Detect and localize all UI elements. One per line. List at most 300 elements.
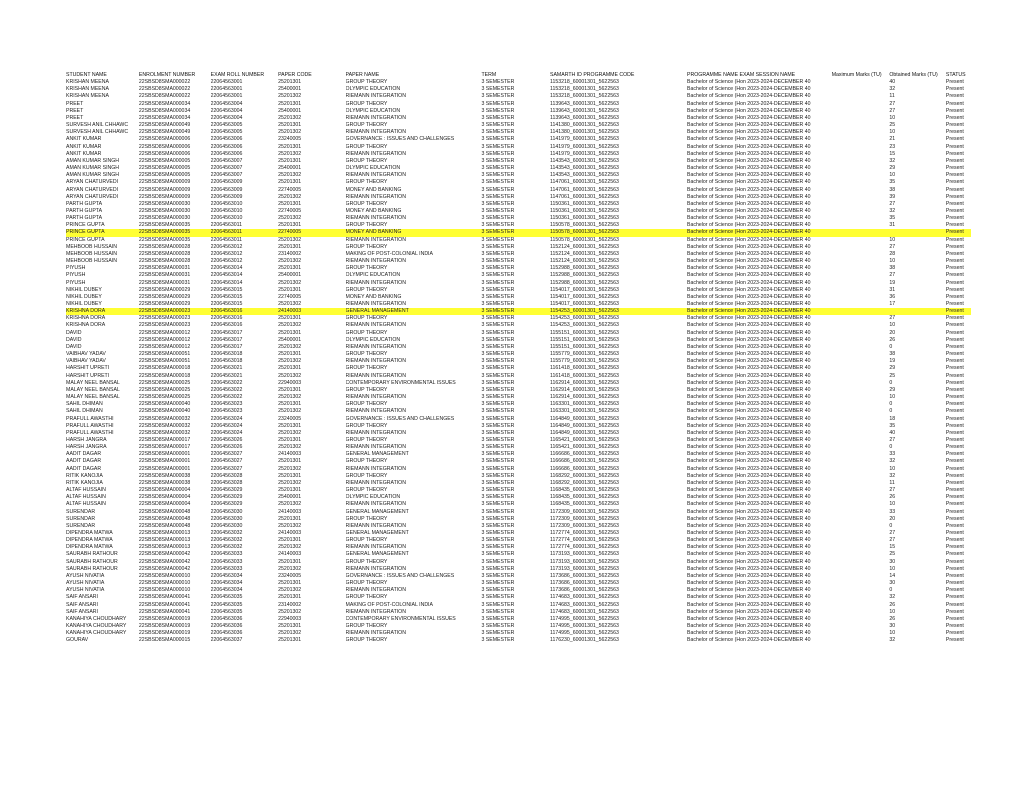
table-cell: 22064563033	[210, 551, 243, 558]
table-cell: 10	[889, 630, 896, 637]
table-cell: GROUP THEORY	[345, 79, 388, 86]
table-cell: 25201301	[278, 243, 302, 250]
table-row	[66, 229, 971, 236]
table-cell: Present	[945, 501, 964, 508]
table-cell: 3 SEMESTER	[481, 107, 515, 114]
table-cell: 1166686_60001301_5622563	[550, 451, 619, 458]
table-cell: 0	[889, 522, 893, 529]
table-cell: RIEMANN INTEGRATION	[345, 429, 406, 436]
table-cell: Bachelor of Science (Hon 2023-2024-DECEMBER 40	[687, 494, 811, 501]
table-cell: 25201301	[278, 286, 302, 293]
table-row	[66, 616, 971, 623]
table-cell: Bachelor of Science (Hon 2023-2024-DECEMBER 40	[687, 444, 811, 451]
table-cell: 3 SEMESTER	[481, 472, 515, 479]
table-cell: DIPENDRA MATWA	[66, 544, 113, 551]
table-cell: GROUP THEORY	[345, 537, 388, 544]
table-cell: 25201301	[278, 472, 302, 479]
table-row	[66, 580, 971, 587]
table-cell: 25201302	[278, 465, 302, 472]
table-cell: 1155779_60001301_5622563	[550, 358, 619, 365]
table-cell: GOVERNANCE : ISSUES AND CHALLENGES	[345, 136, 455, 143]
table-cell: 22SBSD8SMA000010	[138, 572, 191, 579]
table-cell: 3 SEMESTER	[481, 372, 515, 379]
table-cell: AADIT DAGAR	[66, 451, 102, 458]
table-cell: Bachelor of Science (Hon 2023-2024-DECEMBER 40	[687, 114, 811, 121]
table-cell: 25201301	[278, 265, 302, 272]
table-cell: 22SBSD8SMA000032	[138, 422, 191, 429]
table-cell: 22064563023	[210, 408, 243, 415]
table-cell: Bachelor of Science (Hon 2023-2024-DECEMBER 40	[687, 107, 811, 114]
table-cell: 25400001	[278, 336, 302, 343]
table-cell: 22SBSD8SMA000018	[138, 365, 191, 372]
table-row	[66, 387, 971, 394]
table-cell: 22SBSD8SMA000013	[138, 530, 191, 536]
table-cell: 25201302	[278, 630, 302, 637]
table-row	[66, 280, 971, 287]
table-cell: 24140003	[278, 308, 345, 315]
table-cell: GROUP THEORY	[345, 315, 388, 322]
table-cell: 25201302	[278, 279, 302, 286]
table-cell: Present	[945, 86, 964, 93]
table-cell: 1162914_60001301_5622563	[550, 394, 619, 401]
table-cell: 25400001	[278, 272, 302, 279]
table-cell	[832, 401, 890, 408]
table-cell: 23240005	[278, 572, 302, 579]
table-cell: Bachelor of Science (Hon 2023-2024-DECEMBER 40	[687, 172, 811, 179]
table-cell: 22064563022	[210, 379, 243, 386]
table-row	[66, 444, 971, 451]
table-cell: Present	[945, 243, 964, 250]
table-row	[66, 158, 971, 165]
table-cell: 20	[889, 329, 896, 336]
table-cell: PREET	[66, 114, 84, 121]
table-cell: 22SBSD8SMA000051	[138, 358, 191, 365]
table-cell	[832, 301, 890, 308]
table-cell: SURVESH ANIL CHHAWC	[66, 122, 129, 129]
table-cell: 23140002	[278, 601, 302, 608]
table-cell: 39	[889, 193, 896, 200]
table-cell: 38	[889, 186, 896, 193]
table-cell: MONEY AND BANKING	[345, 186, 402, 193]
table-cell	[832, 330, 890, 337]
table-cell: 32	[889, 86, 896, 93]
table-cell	[832, 473, 890, 480]
table-cell: 25201302	[278, 114, 302, 121]
table-cell: 3 SEMESTER	[481, 494, 515, 501]
table-cell: ANKIT KUMAR	[66, 136, 102, 143]
table-cell: Bachelor of Science (Hon 2023-2024-DECEMBER 40	[687, 365, 811, 372]
table-cell: SURENDAR	[66, 508, 96, 515]
table-cell: 1173193_60001301_5622563	[550, 565, 619, 572]
table-row	[66, 509, 971, 516]
table-row	[66, 401, 971, 408]
table-cell: Bachelor of Science (Hon 2023-2024-DECEMBER 40	[687, 472, 811, 479]
table-cell: 1173193_60001301_5622563	[550, 558, 619, 565]
table-cell: 22SBSD8SMA000029	[138, 301, 191, 307]
table-cell: Bachelor of Science (Hon 2023-2024-DECEMBER 40	[687, 165, 811, 172]
table-cell	[832, 322, 890, 329]
table-cell: 1152124_60001301_5622563	[550, 258, 619, 265]
table-cell: GENERAL MANAGEMENT	[345, 508, 409, 515]
table-cell: 25201301	[278, 515, 302, 522]
table-cell: 10	[889, 129, 896, 136]
table-row	[66, 451, 971, 458]
table-row	[66, 566, 971, 573]
table-cell: 3 SEMESTER	[481, 329, 515, 336]
table-cell: MEHBOOB HUSSAIN	[66, 250, 118, 257]
table-cell: 22064563036	[210, 623, 243, 630]
table-cell: 25201301	[278, 386, 302, 393]
results-table	[66, 72, 971, 645]
table-cell: Present	[945, 157, 964, 164]
table-cell	[832, 580, 890, 587]
table-cell: 25201302	[278, 150, 302, 157]
table-row	[66, 487, 971, 494]
table-cell: 22064563014	[210, 265, 243, 272]
table-cell: 3 SEMESTER	[481, 129, 515, 136]
table-cell: Present	[945, 179, 964, 186]
table-cell	[832, 122, 890, 129]
table-cell: DAVID	[66, 336, 82, 343]
table-cell: 24140003	[278, 551, 302, 558]
table-cell: Present	[945, 565, 964, 572]
table-cell: Bachelor of Science (Hon 2023-2024-DECEMBER 40	[687, 343, 811, 350]
table-cell: RITIK KANOJIA	[66, 479, 103, 486]
table-cell: 3 SEMESTER	[481, 100, 515, 107]
table-cell: SAURABH RATHOUR	[66, 558, 118, 565]
table-cell	[832, 344, 890, 351]
table-cell: RIEMANN INTEGRATION	[345, 501, 406, 508]
table-cell: KRISHNA DORA	[66, 308, 139, 315]
table-cell: 22SBSD8SMA000022	[138, 86, 191, 93]
table-cell: Bachelor of Science (Hon 2023-2024-DECEMBER 40	[687, 200, 811, 207]
table-cell: 1154017_60001301_5622563	[550, 293, 619, 300]
table-cell: SAURABH RATHOUR	[66, 565, 118, 572]
table-cell: PRAFULL AWASTHI	[66, 415, 114, 422]
header-row	[66, 72, 971, 79]
col-term: TERM	[481, 72, 497, 78]
table-cell: ALTAF HUSSAIN	[66, 494, 106, 501]
table-cell: 22SBSD8SMA000023	[139, 308, 211, 315]
table-cell: 3 SEMESTER	[481, 608, 515, 615]
table-cell: SURENDAR	[66, 522, 96, 529]
table-cell: 25201302	[278, 565, 302, 572]
table-cell: 25201301	[278, 179, 302, 186]
table-cell: 22064563027	[210, 465, 243, 472]
table-cell: 3 SEMESTER	[481, 250, 515, 257]
table-cell: Bachelor of Science (Hon 2023-2024-DECEMBER 40	[687, 193, 811, 200]
table-cell: 1152988_60001301_5622563	[550, 265, 619, 272]
table-row	[66, 494, 971, 501]
table-cell	[832, 451, 890, 458]
table-cell: 10	[889, 258, 896, 265]
table-cell: 25201301	[278, 436, 302, 443]
table-cell: 3 SEMESTER	[481, 379, 515, 386]
table-cell: NIKHIL DUBEY	[66, 286, 102, 293]
table-row	[66, 559, 971, 566]
table-cell: 3 SEMESTER	[481, 436, 515, 443]
table-cell: Bachelor of Science (Hon 2023-2024-DECEMBER 40	[687, 544, 811, 551]
table-cell: 1172309_60001301_5622563	[550, 522, 619, 529]
table-cell: 22064563028	[210, 472, 243, 479]
table-cell: 29	[889, 365, 896, 372]
table-cell: 22SBSD8SMA000028	[138, 243, 191, 250]
table-cell: KANAHIYA CHOUDHARY	[66, 623, 127, 630]
table-cell: 0	[889, 379, 893, 386]
table-cell: GROUP THEORY	[345, 487, 388, 494]
col-maximum-marks: Maximum Marks (TU)	[831, 72, 882, 78]
table-cell: OLYMPIC EDUCATION	[345, 272, 401, 279]
table-cell	[832, 566, 890, 573]
table-cell: Present	[945, 623, 964, 630]
table-cell: Bachelor of Science (Hon 2023-2024-DECEMBER 40	[687, 537, 811, 544]
table-cell: Present	[945, 522, 964, 529]
table-cell: Present	[945, 122, 964, 129]
table-cell: 22064563033	[210, 558, 243, 565]
table-cell	[832, 365, 890, 372]
table-cell: HARSH JANGRA	[66, 444, 107, 451]
table-cell	[832, 602, 890, 609]
table-cell: Present	[945, 386, 964, 393]
table-cell: 1154017_60001301_5622563	[550, 301, 619, 307]
table-cell: 1173686_60001301_5622563	[550, 572, 619, 579]
table-cell: 22064563015	[210, 301, 243, 307]
table-cell: Present	[945, 79, 964, 86]
table-cell: 22SBSD8SMA000013	[138, 544, 191, 551]
table-cell: 27	[889, 200, 896, 207]
table-cell: 25201302	[278, 172, 302, 179]
table-cell: GROUP THEORY	[345, 558, 388, 565]
table-cell: 3 SEMESTER	[481, 308, 550, 315]
table-cell: 3 SEMESTER	[481, 301, 515, 307]
table-cell	[832, 444, 890, 451]
table-cell	[832, 215, 890, 222]
table-cell: 22SBSD8SMA000009	[138, 193, 191, 200]
table-cell: 26	[889, 615, 896, 622]
table-cell: 3 SEMESTER	[481, 522, 515, 529]
table-cell: 22064563012	[210, 250, 243, 257]
table-row	[66, 423, 971, 430]
table-cell: 22064563018	[210, 351, 243, 358]
table-row	[66, 101, 971, 108]
table-cell: Present	[946, 308, 971, 315]
table-cell: RIEMANN INTEGRATION	[345, 343, 406, 350]
table-cell: Bachelor of Science (Hon 2023-2024-DECEMBER 40	[687, 207, 811, 214]
table-cell: MALAY NEEL BANSAL	[66, 386, 120, 393]
table-row	[66, 351, 971, 358]
table-cell: RIEMANN INTEGRATION	[345, 608, 406, 615]
table-cell: RIEMANN INTEGRATION	[345, 358, 406, 365]
table-cell: Bachelor of Science (Hon 2023-2024-DECEMBER 40	[687, 465, 811, 472]
table-cell: 22940003	[278, 379, 302, 386]
table-cell: 25201302	[278, 343, 302, 350]
table-cell: 14	[889, 572, 896, 579]
table-cell: AADIT DAGAR	[66, 458, 102, 465]
table-cell	[832, 308, 890, 315]
table-cell: AMAN KUMAR SINGH	[66, 172, 120, 179]
table-cell: Present	[945, 537, 964, 544]
table-cell: GENERAL MANAGEMENT	[345, 551, 409, 558]
table-cell: 22064563024	[210, 422, 243, 429]
table-cell: 22SBSD8SMA000009	[138, 186, 191, 193]
table-cell: 1168292_60001301_5622563	[550, 479, 619, 486]
table-cell: 38	[889, 265, 896, 272]
table-cell: 1166686_60001301_5622563	[550, 458, 619, 465]
table-cell: 3 SEMESTER	[481, 630, 515, 637]
table-cell: 27	[889, 243, 896, 250]
table-cell: Bachelor of Science (Hon 2023-2024-DECEMBER 40	[687, 594, 811, 601]
table-cell: 22064563001	[210, 79, 243, 86]
table-cell: 22SBSD8SMA000001	[138, 458, 191, 465]
table-row	[66, 365, 971, 372]
table-cell: 22064563015	[210, 293, 243, 300]
table-cell: 25201301	[278, 594, 302, 601]
table-cell	[832, 430, 890, 437]
table-cell: RIEMANN INTEGRATION	[345, 630, 406, 637]
table-cell: Bachelor of Science (Hon 2023-2024-DECEMBER 40	[687, 322, 811, 329]
table-cell: PREET	[66, 107, 84, 114]
table-cell: Bachelor of Science (Hon 2023-2024-DECEMBER 40	[687, 301, 811, 307]
table-cell	[832, 637, 890, 644]
table-cell: 33	[889, 508, 896, 515]
table-cell: Bachelor of Science (Hon 2023-2024-DECEMBER 40	[687, 315, 811, 322]
table-cell: Bachelor of Science (Hon 2023-2024-DECEMBER 40	[687, 415, 811, 422]
table-row	[66, 136, 971, 143]
table-cell: 22064563017	[210, 343, 243, 350]
table-cell: 22064563004	[210, 107, 243, 114]
table-cell: Present	[945, 408, 964, 415]
table-cell: GROUP THEORY	[345, 143, 388, 150]
table-cell: 25201302	[278, 587, 302, 594]
table-cell: 25201302	[278, 608, 302, 615]
table-cell: 25201301	[278, 200, 302, 207]
table-cell: 10	[889, 322, 896, 329]
table-cell: Present	[945, 394, 964, 401]
table-cell: GROUP THEORY	[345, 365, 388, 372]
table-cell: RIEMANN INTEGRATION	[345, 301, 406, 307]
table-cell: OLYMPIC EDUCATION	[345, 86, 401, 93]
table-cell: 25201302	[278, 236, 302, 243]
table-row	[66, 165, 971, 172]
table-cell: 22SBSD8SMA000031	[138, 265, 191, 272]
table-cell: Present	[945, 594, 964, 601]
table-cell: Bachelor of Science (Hon 2023-2024-DECEMBER 40	[687, 122, 811, 129]
table-cell: 1174683_60001301_5622563	[550, 601, 619, 608]
table-cell: 22SBSD8SMA000005	[138, 165, 191, 172]
table-cell: Present	[945, 258, 964, 265]
table-cell: 22064563010	[210, 207, 243, 214]
table-cell: Bachelor of Science (Hon 2023-2024-DECEMBER 40	[687, 429, 811, 436]
table-cell: GROUP THEORY	[345, 329, 388, 336]
table-cell: 25201301	[278, 458, 302, 465]
table-cell: KRISHNA DORA	[66, 315, 106, 322]
table-cell: 25201302	[278, 129, 302, 136]
table-cell: 1150578_60001301_5622563	[550, 236, 619, 243]
table-cell: 22064563030	[210, 508, 243, 515]
table-cell: SAHIL DHIMAN	[66, 401, 103, 408]
table-cell: 1165421_60001301_5622563	[550, 436, 619, 443]
table-cell	[832, 509, 890, 516]
table-cell: RIEMANN INTEGRATION	[345, 193, 406, 200]
table-cell: 22064563010	[210, 200, 243, 207]
table-cell: 22SBSD8SMA000051	[138, 351, 191, 358]
table-cell	[832, 265, 890, 272]
table-cell: GENERAL MANAGEMENT	[346, 308, 482, 315]
table-cell: PRAFULL AWASTHI	[66, 422, 114, 429]
table-row	[66, 265, 971, 272]
table-cell: 22064563027	[210, 458, 243, 465]
table-cell: 22064563034	[210, 580, 243, 587]
table-cell: 25201302	[278, 93, 302, 100]
table-cell: 1153218_60001301_5622563	[550, 86, 619, 93]
table-cell: 3 SEMESTER	[481, 343, 515, 350]
table-cell: Bachelor of Science (Hon 2023-2024-DECEMBER 40	[687, 386, 811, 393]
table-cell: 25201301	[278, 143, 302, 150]
table-cell: 22064563007	[210, 172, 243, 179]
table-cell	[832, 530, 890, 537]
table-cell: Present	[945, 630, 964, 637]
table-cell: 25201302	[278, 301, 302, 307]
table-cell: RIEMANN INTEGRATION	[345, 114, 406, 121]
table-cell: Present	[945, 580, 964, 587]
table-cell: 3 SEMESTER	[481, 293, 515, 300]
table-cell: Bachelor of Science (Hon 2023-2024-DECEMBER 40	[687, 458, 811, 465]
table-cell	[832, 93, 890, 100]
table-cell: Present	[945, 451, 964, 458]
table-cell: 21	[889, 136, 896, 143]
table-cell: 0	[889, 408, 893, 415]
table-cell: 26	[889, 336, 896, 343]
table-cell: 27	[889, 537, 896, 544]
table-cell: 1141979_60001301_5622563	[550, 136, 619, 143]
table-row	[66, 373, 971, 380]
table-cell: 22SBSD8SMA000025	[138, 386, 191, 393]
table-row	[66, 179, 971, 186]
table-cell: 23240005	[278, 415, 302, 422]
table-cell: 3 SEMESTER	[481, 580, 515, 587]
table-cell: 31	[889, 286, 896, 293]
table-cell: 1164849_60001301_5622563	[550, 422, 619, 429]
table-cell: 25	[889, 122, 896, 129]
table-cell: 22064563035	[210, 601, 243, 608]
table-cell: 3 SEMESTER	[481, 451, 515, 458]
table-cell: 22SBSD8SMA000019	[138, 623, 191, 630]
table-cell: Present	[945, 494, 964, 501]
table-cell: 3 SEMESTER	[481, 150, 515, 157]
table-cell: 22SBSD8SMA000005	[138, 157, 191, 164]
table-cell: PRINCE GUPTA	[66, 236, 105, 243]
table-cell	[832, 136, 890, 143]
table-cell: 24140003	[278, 530, 302, 536]
table-cell: PRINCE GUPTA	[66, 229, 139, 236]
table-cell: 22SBSD8SMA000019	[138, 630, 191, 637]
table-cell: 25201301	[278, 122, 302, 129]
table-cell: 3 SEMESTER	[481, 501, 515, 508]
table-cell: 22064563037	[210, 637, 243, 644]
table-cell: Bachelor of Science (Hon 2023-2024-DECEMBER 40	[687, 293, 811, 300]
table-cell: OLYMPIC EDUCATION	[345, 336, 401, 343]
table-cell: 22064563018	[210, 358, 243, 365]
table-cell: 32	[889, 458, 896, 465]
table-cell: Present	[945, 315, 964, 322]
table-row	[66, 244, 971, 251]
table-cell: NIKHIL DUBEY	[66, 301, 102, 307]
table-cell	[832, 480, 890, 487]
table-cell: OLYMPIC EDUCATION	[345, 165, 401, 172]
table-cell: 1164849_60001301_5622563	[550, 415, 619, 422]
table-cell: Bachelor of Science (Hon 2023-2024-DECEMBER 40	[687, 601, 811, 608]
table-cell: Present	[945, 293, 964, 300]
